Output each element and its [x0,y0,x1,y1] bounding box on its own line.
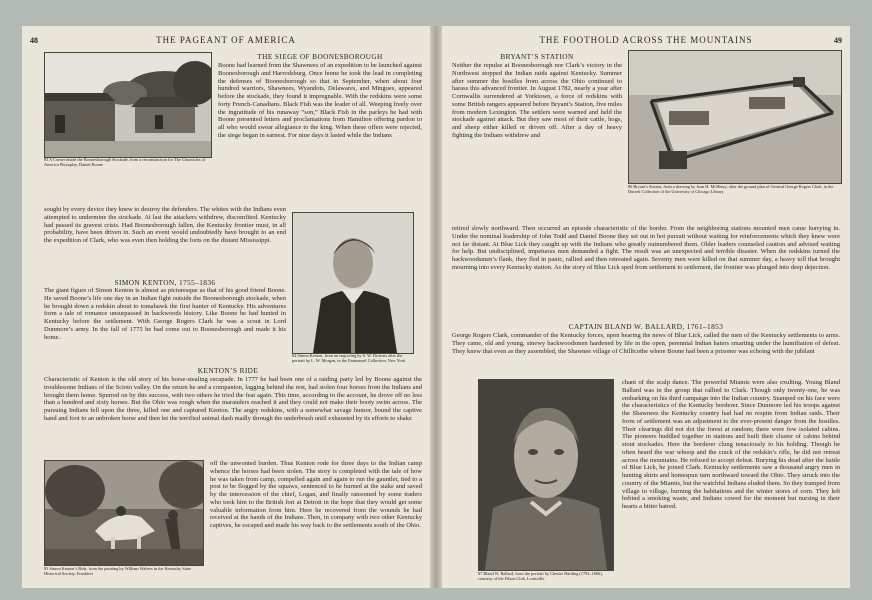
siege-intro-text: Boone had learned from the Shawnees of an expedition to be launched against Boonesborough and Harrodsburg. Once home he took the lead in completing the defenses of Boonesborough so that in September, when about four hundred warriors, Shawnees, Wyandots, Delawares, and Mingoes, appeared before the stockade, they found it impregnable. With the redskins were some forty French-Canadians. Black Fish was the leader of all. Weeping freely over the ingratitude of his runaway “son,” Black Fish in the parleys he had with Boone presented letters and proclamations from Hamilton offering pardon to all who would swear allegiance to the king. When these offers were rejected, the siege began in earnest. For nine days it lasted while the Indians [218,62,422,139]
caption-fig87: 87 Bland W. Ballard, from the portrait by Chester Harding (1792–1866), courtesy of the Filson Club, Louisville [478,571,603,581]
caption-fig86: 86 Bryant’s Station, from a drawing by Joan H. McHenry, after the ground plan of General George Rogers Clark, in the Durrett Collection of the University of Chicago Library [628,184,834,194]
running-head: THE PAGEANT OF AMERICA [156,35,296,45]
kenton-text: The giant figure of Simon Kenton is almost as picturesque as that of his good friend Boone. He saved Boone’s life one day in an Indian fight outside the Boonesborough stockade, when he brought down a redskin about to tomahawk the first hunter of Kentucky. His adventures form a tale of romance unsurpassed in backwoods history. Like Boone he had hunted in Kentucky before the settlement. With George Rogers Clark he was a scout in Lord Dunmore’s army. In the fall of 1775 he had come out to Boonesborough and made it his home. [44,287,286,341]
caption-fig85: 85 A Corner inside the Boonesborough Stockade, from a reconstruction for The Chronicles of America Photoplay, Daniel Boone [44,157,206,167]
simon-kenton-portrait [292,212,414,354]
right-page [442,26,850,588]
bryant-heading: BRYANT’S STATION [500,52,574,61]
bryants-station-drawing [628,50,842,184]
caption-fig83: 83 Simon Kenton’s Ride, from the painting by William Walters in the Kentucky State Historical Society, Frankfort [44,566,191,576]
siege-heading: THE SIEGE OF BOONESBOROUGH [257,52,383,61]
ride-continued-text: off the unwonted burden. Thus Kenton rode for three days to the Indian camp whence the horses had been stolen. The story is completed with the tale of how he was taken from camp, compelled again and again to run the gauntlet, tied to a post to be flogged by the squaws, sentenced to be burned at the stake and saved by the intercession of the chief, Logan, and finally ransomed by some traders who took him to the British fort at Detroit in the hope that they would get some valuable information from him. Here he recovered from the wounds he had received at the hands of the Indians. Then, in company with two other Kentucky captives, he escaped and made his way back to the settlements south of the Ohio. [210,460,422,529]
bland-ballard-portrait [478,379,614,571]
caption-fig84: 84 Simon Kenton, from an engraving by S. W. Dickens after the portrait by L. W. Morgan, in the Emmanuel Collection, New York [292,353,406,363]
book-gutter [430,26,442,588]
stockade-photo [44,52,212,158]
bryant-continued-text: retired slowly northward. Then occurred an episode characteristic of the border. From the neighboring stations mounted men came hurrying in. Under the nominal leadership of John Todd and Daniel Boone they set out in hot pursuit without waiting for reinforcements which they knew were not far distant. At Blue Lick they caught up with the Indians who greatly outnumbered them. Older leaders counseled caution and advised waiting for help. But undisciplined, impetuous men demanded a fight. The result was an unexpected and terrible disaster. When the redskins turned the backwoodsmen’s flank, they fled in panic, rallied and then retreated again. Seventy men were killed on that summer day, a heavy toll that brought mourning into every Kentucky station. As the story of Blue Lick sped from settlement to settlement, the frontier was plunged into deep dejection. [452,225,840,271]
page-number: 49 [834,36,842,45]
siege-continued-text: sought by every device they knew to destroy the defenders. The whites with the Indians even attempted to undermine the stockade. At last the attackers withdrew, discomfited. Kentucky had passed its gravest crisis. Had Boonesborough fallen, the Kentucky frontier must, in all probability, have been driven in. Such an event would undoubtedly have brought to an end the expedition of Clark, who was even then holding the forts on the distant Mississippi. [44,206,286,244]
ride-text: Characteristic of Kenton is the old story of his horse-stealing escapade. In 1777 he had been one of a raiding party led by Boone against the troublesome Indians of the Scioto valley. On the return he and a companion, lagging behind the rest, had stolen four horses from the Indians and brought them home. Spurred on by this success, with two others he tried the feat again. This time, according to the account, he drove off no less than a hundred and sixty horses. But the Ohio was rough when the marauders reached it and they could not make their booty swim across. The pursuing Indians fell upon the three, killed one and captured Kenton. The angry redskins, with a somewhat savage humor, bound the captive hand and foot to an unbroken horse and then let the terrified animal dash madly through the underbrush until exhausted by its efforts to shake [44,376,422,422]
kenton-heading: SIMON KENTON, 1755–1836 [114,278,216,287]
ballard-column-text: chant of the scalp dance. The powerful Miamis were also exulting. Young Bland Ballard was in the group that rallied to Clark. Though only twenty-one, he was embarking on his third campaign into the Indian country. Stamped on his face were the characteristics of the Kentucky borderer. Since Dunmore led his troops against the Shawnees the Kentucky country had had no respite from Indian raids. Their form of settlement was an adjustment to the ever-present danger from the hostiles. Their clearings did not dot the forest at random; there were few isolated cabins. The pioneers huddled together in stations and built their cluster of cabins behind stout stockades. Here the borderer clung tenaciously to his holding. Though he often heard the war whoop and the crack of the redskin’s rifle, he did not retreat across the mountains. He refused to accept defeat. Burying his dead after the battle of Blue Lick, he joined Clark. Kentucky settlements saw a thousand angry men in hunting shirts and homespun turn northward toward the Ohio. They struck into the country of the Miamis, but the watchful Indians eluded them. So they tramped from village to village, burning the habitations and the winter stores of corn. They left behind a smoking waste, and Indians cowed for the moment but nursing in their hearts a bitter hatred. [622,379,840,510]
kenton-ride-painting [44,460,204,566]
ride-heading: KENTON’S RIDE [197,366,259,375]
ballard-intro-text: George Rogers Clark, commander of the Kentucky forces, upon hearing the news of Blue Lick, called the men of the Kentucky settlements to arms. They came, old and young, sinewy backwoodsmen hardened by life in the open, perennial Indian haters smarting under the humiliation of defeat. They knew that even as they assembled, the Shawnee village of Chillicothe where Boone had been a prisoner was echoing with the jubilant [452,332,840,355]
left-page [22,26,430,588]
ballard-heading: CAPTAIN BLAND W. BALLARD, 1761–1853 [568,322,724,331]
bryant-text: Neither the repulse at Boonesborough nor Clark’s victory in the Northwest stopped the Indian raids against Kentucky. Summer after summer the hostiles from across the Ohio continued to harass this advanced frontier. In August 1782, nearly a year after Cornwallis surrendered at Yorktown, a force of redskins with some British rangers appeared before Bryant’s Station, five miles from modern Lexington. The settlers were warned and held the stockade against attack. But they saw most of their cattle, hogs, and sheep either killed or driven off. After a day of heavy fighting the Indians withdrew and [452,62,622,139]
running-head: THE FOOTHOLD ACROSS THE MOUNTAINS [539,35,753,45]
page-number: 48 [30,36,38,45]
